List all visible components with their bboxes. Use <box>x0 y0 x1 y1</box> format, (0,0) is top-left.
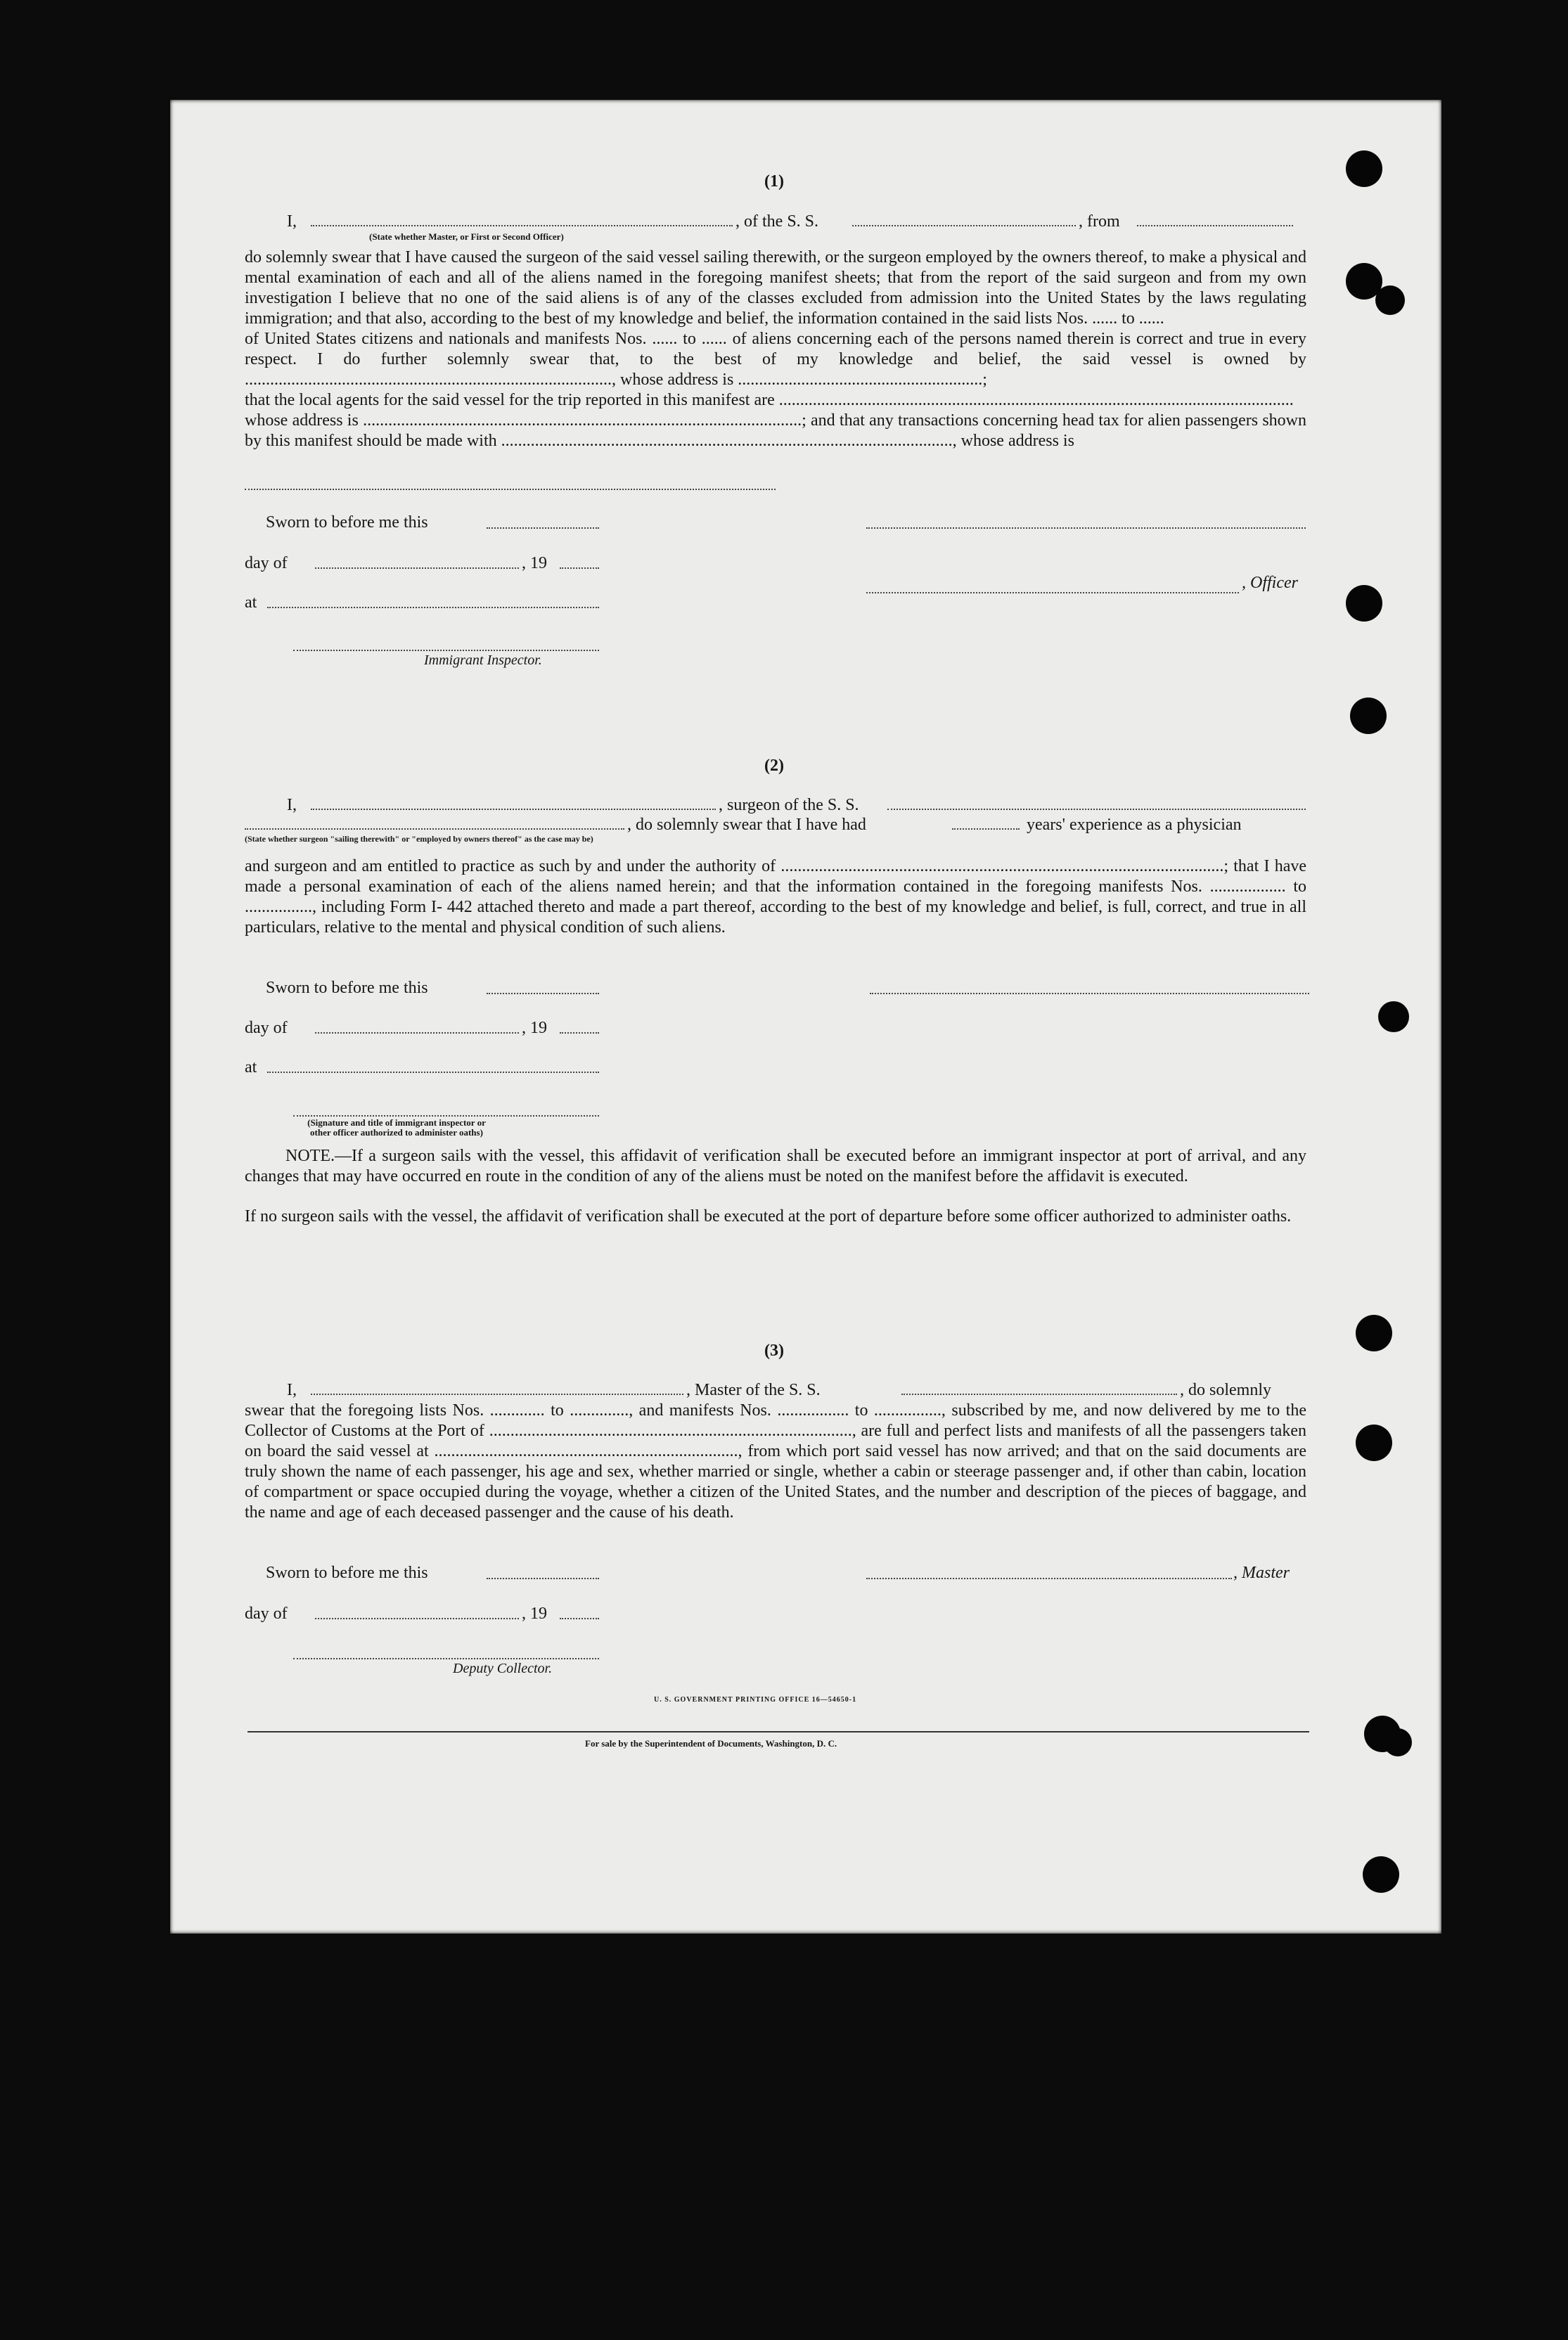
printer-imprint: U. S. GOVERNMENT PRINTING OFFICE 16—54650-1 <box>654 1696 857 1704</box>
s1-para-1: do solemnly swear that I have caused the surgeon of the said vessel sailing therewith, or the surgeon employed by the owners thereof, to make a physical and mental examination of each and all of the aliens named in the foregoing manifest sheets; that from the report of the said surgeon and from my own investigation I believe that no one of the said aliens is of any of the classes excluded from admission into the United States by the laws regulating immigration; and that also, according to the best of my knowledge and belief, the information contained in the said lists Nos. ...... to ...... <box>245 248 1306 328</box>
s2-inspector-signature-field[interactable] <box>293 1115 599 1117</box>
s2-note-1: NOTE.—If a surgeon sails with the vessel, this affidavit of verification shall be executed before an immigrant inspector at port of arrival, and any changes that may have occurred en route in the condition of any of the aliens must be noted on the manifest before the affidavit is executed. <box>245 1147 1306 1185</box>
s2-note-2 <box>245 1207 1306 1227</box>
s1-sworn-label: Sworn to before me this <box>266 513 428 532</box>
footer-rule <box>248 1731 1309 1732</box>
punch-hole <box>1384 1728 1412 1756</box>
s2-line2-end: years' experience as a physician <box>1027 816 1242 834</box>
sale-notice: For sale by the Superintendent of Documents, Washington, D. C. <box>585 1738 837 1749</box>
s1-line1-of: , of the S. S. <box>735 212 819 231</box>
s1-oath-paragraph <box>245 248 1306 451</box>
section-3-number: (3) <box>764 1342 784 1360</box>
s2-year-label: , 19 <box>522 1019 547 1037</box>
s3-master-label: , Master <box>1233 1564 1290 1582</box>
s3-master-signature-field[interactable] <box>866 1578 1232 1579</box>
s1-para-2: of United States citizens and nationals and manifests Nos. ...... to ...... of aliens concerning each of the persons named therein is correct and true in every respect. I do further solemnly swear that, to the best of my knowledge and belief, the said vessel is owned by ......................................................................................., whose address is ..........................................................; <box>245 330 1306 389</box>
s1-vessel-field[interactable] <box>852 225 1076 226</box>
s2-day-label: day of <box>245 1019 288 1037</box>
punch-hole <box>1346 585 1382 622</box>
s3-collector-signature-field[interactable] <box>293 1658 599 1659</box>
s3-line1-master: , Master of the S. S. <box>686 1381 821 1399</box>
s2-line1-surgeon: , surgeon of the S. S. <box>719 796 859 814</box>
s2-line2: , do solemnly swear that I have had <box>627 816 866 834</box>
s2-oath-paragraph: and surgeon and am entitled to practice as such by and under the authority of .........................................................................................................; that I have made a personal examination of each of the aliens named herein; and that the information contained in the foregoing manifests Nos. .................. to ................, including Form I- 442 attached thereto and made a part thereof, according to the best of my knowledge and belief, is full, correct, and true in all particulars, relative to the mental and physical condition of such aliens. <box>245 857 1306 937</box>
s2-at-label: at <box>245 1058 257 1076</box>
s3-master-name-field[interactable] <box>311 1394 683 1395</box>
s1-at-label: at <box>245 593 257 612</box>
s2-sailing-field[interactable] <box>245 828 624 830</box>
s1-at-field[interactable] <box>267 607 599 608</box>
s2-at-field[interactable] <box>267 1072 599 1073</box>
s1-year-label: , 19 <box>522 554 547 572</box>
s1-line1-from: , from <box>1079 212 1120 231</box>
punch-hole <box>1346 150 1382 187</box>
section-1-number: (1) <box>764 172 784 191</box>
s2-sworn-field[interactable] <box>487 993 599 994</box>
s2-years-field[interactable] <box>952 828 1020 830</box>
s3-year-label: , 19 <box>522 1605 547 1623</box>
s3-vessel-field[interactable] <box>901 1394 1177 1395</box>
s1-inspector-signature-field[interactable] <box>293 650 599 651</box>
punch-hole <box>1356 1425 1392 1461</box>
s1-inspector-label: Immigrant Inspector. <box>424 652 542 668</box>
s1-year-field[interactable] <box>560 567 599 569</box>
s2-inspector-caption: (Signature and title of immigrant inspector or other officer authorized to administer oaths) <box>307 1117 486 1138</box>
section-2-number: (2) <box>764 757 784 775</box>
s1-para-3: that the local agents for the said vessel for the trip reported in this manifest are .......................................................................................................................... <box>245 391 1294 409</box>
s2-day-field[interactable] <box>315 1032 519 1034</box>
s1-line1-i: I, <box>287 212 297 231</box>
s2-year-field[interactable] <box>560 1032 599 1034</box>
s3-day-field[interactable] <box>315 1618 519 1619</box>
s3-line1-i: I, <box>287 1381 297 1399</box>
punch-hole <box>1356 1315 1392 1351</box>
s3-sworn-label: Sworn to before me this <box>266 1564 428 1582</box>
s2-vessel-field[interactable] <box>887 809 1306 810</box>
punch-hole <box>1350 698 1387 734</box>
s3-day-label: day of <box>245 1605 288 1623</box>
s1-caption: (State whether Master, or First or Second Officer) <box>369 231 564 242</box>
s2-note-2-text: If no surgeon sails with the vessel, the affidavit of verification shall be executed at the port of departure before some officer authorized to administer oaths. <box>245 1207 1292 1226</box>
s2-signature-field[interactable] <box>870 993 1309 994</box>
s1-officer-label: , Officer <box>1242 574 1298 592</box>
s2-surgeon-name-field[interactable] <box>311 809 716 810</box>
s3-collector-label: Deputy Collector. <box>453 1661 553 1676</box>
s2-caption-line2: (State whether surgeon "sailing therewith" or "employed by owners thereof" as the case may be) <box>245 834 593 844</box>
s1-officer-name-field[interactable] <box>311 225 733 226</box>
s1-para-4: whose address is ........................................................................................................; and that any transactions concerning head tax for alien passengers shown by this manifest should be made with ..........................................................................................................., whose address is <box>245 411 1306 450</box>
s1-address-field[interactable] <box>245 489 776 490</box>
s1-officer-signature-field[interactable] <box>866 527 1306 529</box>
s1-day-field[interactable] <box>315 567 519 569</box>
s2-sworn-label: Sworn to before me this <box>266 979 428 997</box>
punch-hole <box>1363 1856 1399 1893</box>
s3-year-field[interactable] <box>560 1618 599 1619</box>
s1-from-field[interactable] <box>1137 225 1293 226</box>
punch-hole <box>1378 1001 1409 1032</box>
s2-line1-i: I, <box>287 796 297 814</box>
form-sheet <box>170 100 1441 1934</box>
s1-day-label: day of <box>245 554 288 572</box>
s3-sworn-field[interactable] <box>487 1578 599 1579</box>
s3-line1-end: , do solemnly <box>1180 1381 1271 1399</box>
s1-sworn-field[interactable] <box>487 527 599 529</box>
s1-officer-title-field[interactable] <box>866 592 1239 593</box>
punch-hole <box>1375 285 1405 315</box>
s3-oath-paragraph: swear that the foregoing lists Nos. ............. to .............., and manifests Nos. ................. to ................, subscribed by me, and now delivered by me to the Collector of Customs at the Port of ......................................................................................, are full and perfect lists and manifests of all the passengers taken on board the said vessel at ........................................................................, from which port said vessel has now arrived; and that on the said documents are truly shown the name of each passenger, his age and sex, whether married or single, whether a cabin or steerage passenger and, if other than cabin, location of compartment or space occupied during the voyage, whether a citizen of the United States, and the number and description of the pieces of baggage, and the name and age of each deceased passenger and the cause of his death. <box>245 1401 1306 1522</box>
